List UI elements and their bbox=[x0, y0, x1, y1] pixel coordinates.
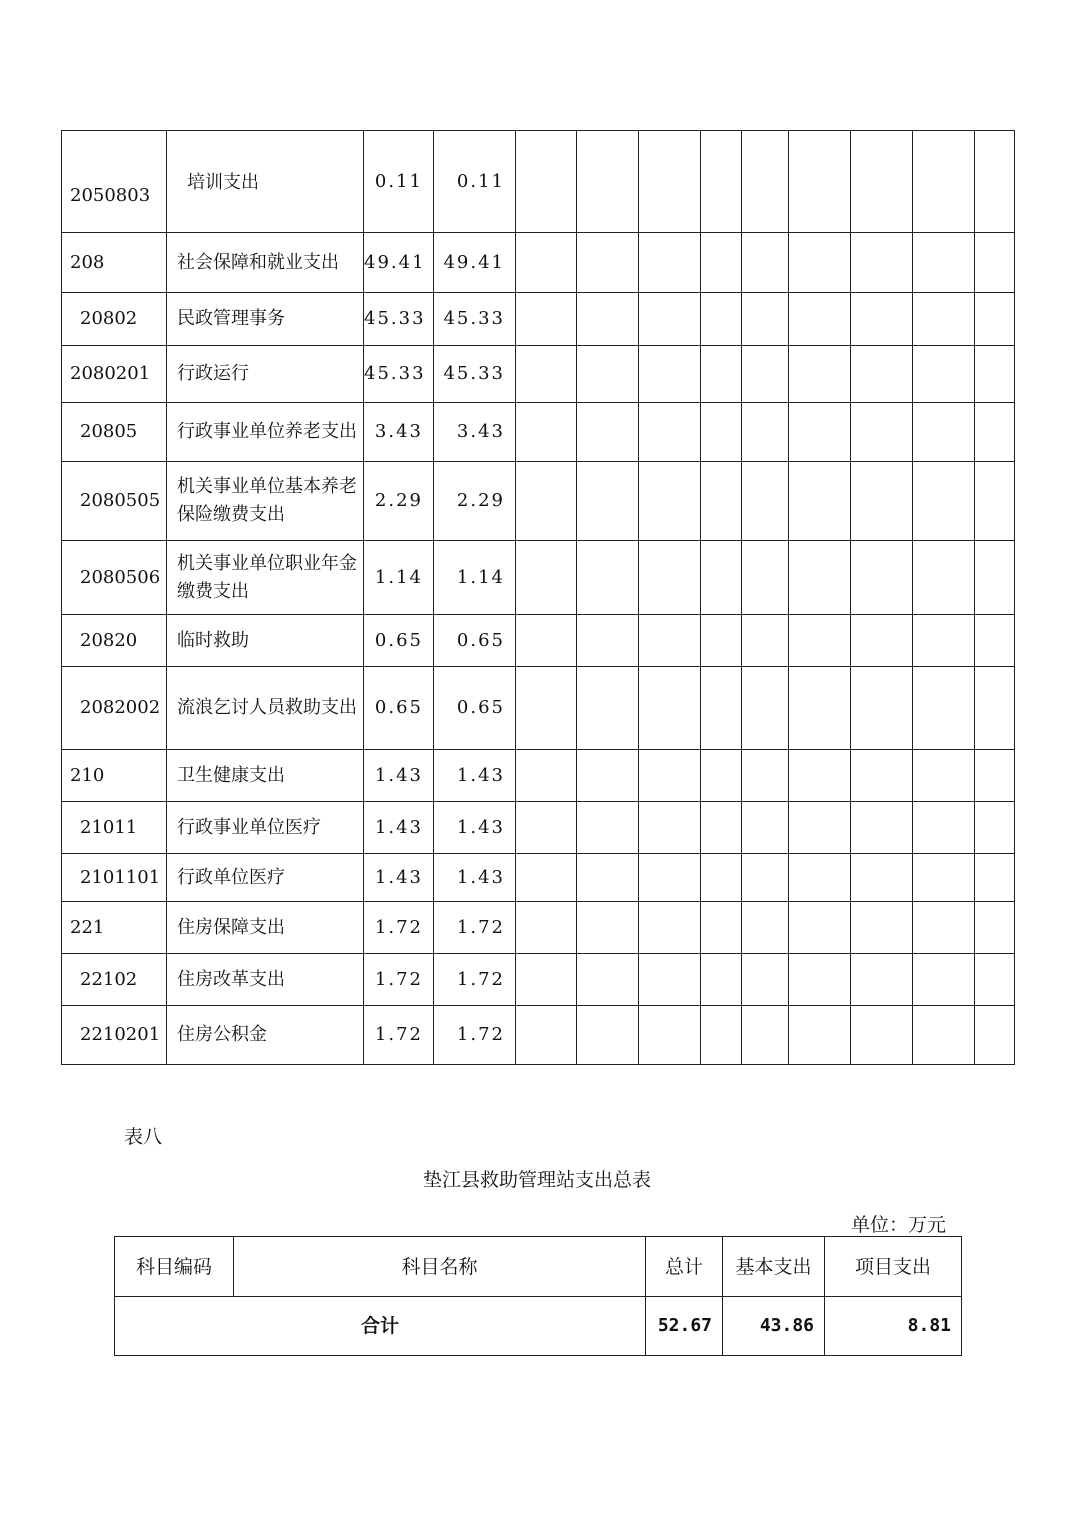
basic-cell: 45.33 bbox=[434, 346, 516, 403]
total-cell: 1.43 bbox=[364, 854, 434, 902]
subject-code-cell: 210 bbox=[62, 750, 167, 802]
table-row bbox=[62, 131, 1015, 233]
subject-code-cell: 2080201 bbox=[62, 346, 167, 403]
table-row bbox=[62, 750, 1015, 802]
basic-cell: 0.65 bbox=[434, 667, 516, 750]
table-row bbox=[62, 293, 1015, 346]
subject-name-cell: 行政运行 bbox=[167, 346, 364, 403]
total-row bbox=[115, 1297, 962, 1356]
table-row bbox=[62, 902, 1015, 954]
basic-cell: 2.29 bbox=[434, 462, 516, 541]
header-basic-expenditure: 基本支出 bbox=[723, 1237, 825, 1297]
unit-label: 单位：万元 bbox=[851, 1214, 947, 1236]
basic-cell: 1.43 bbox=[434, 802, 516, 854]
subject-code-cell: 22102 bbox=[62, 954, 167, 1006]
header-total: 总计 bbox=[646, 1237, 723, 1297]
header-row bbox=[115, 1237, 962, 1297]
total-cell: 1.43 bbox=[364, 750, 434, 802]
expenditure-detail-table bbox=[61, 130, 1015, 1065]
header-subject-code: 科目编码 bbox=[115, 1237, 234, 1297]
subject-name-cell: 机关事业单位基本养老保险缴费支出 bbox=[167, 462, 364, 541]
basic-cell: 0.65 bbox=[434, 615, 516, 667]
total-cell: 2.29 bbox=[364, 462, 434, 541]
basic-cell: 49.41 bbox=[434, 233, 516, 293]
basic-cell: 45.33 bbox=[434, 293, 516, 346]
basic-cell: 0.11 bbox=[434, 131, 516, 233]
table-row bbox=[62, 1006, 1015, 1065]
subject-code-cell: 20820 bbox=[62, 615, 167, 667]
total-cell: 1.43 bbox=[364, 802, 434, 854]
subject-code-cell: 2080505 bbox=[62, 462, 167, 541]
total-cell: 45.33 bbox=[364, 346, 434, 403]
subject-code-cell: 21011 bbox=[62, 802, 167, 854]
total-value: 52.67 bbox=[646, 1297, 723, 1356]
subject-code-cell: 2082002 bbox=[62, 667, 167, 750]
total-cell: 1.72 bbox=[364, 954, 434, 1006]
table-row bbox=[62, 233, 1015, 293]
total-cell: 0.65 bbox=[364, 667, 434, 750]
basic-value: 43.86 bbox=[723, 1297, 825, 1356]
table-row bbox=[62, 462, 1015, 541]
basic-cell: 1.43 bbox=[434, 854, 516, 902]
table-row bbox=[62, 954, 1015, 1006]
subject-code-cell: 208 bbox=[62, 233, 167, 293]
total-label: 合计 bbox=[115, 1297, 646, 1356]
table-title: 垫江县救助管理站支出总表 bbox=[422, 1169, 651, 1191]
basic-cell: 1.72 bbox=[434, 902, 516, 954]
subject-name-cell: 社会保障和就业支出 bbox=[167, 233, 364, 293]
subject-name-cell: 卫生健康支出 bbox=[167, 750, 364, 802]
subject-name-cell: 培训支出 bbox=[167, 131, 364, 233]
total-cell: 0.65 bbox=[364, 615, 434, 667]
header-project-expenditure: 项目支出 bbox=[825, 1237, 962, 1297]
subject-code-cell: 2050803 bbox=[62, 131, 167, 233]
total-cell: 1.72 bbox=[364, 902, 434, 954]
table-row bbox=[62, 541, 1015, 615]
subject-name-cell: 行政事业单位养老支出 bbox=[167, 403, 364, 462]
basic-cell: 1.14 bbox=[434, 541, 516, 615]
header-subject-name: 科目名称 bbox=[234, 1237, 646, 1297]
project-value: 8.81 bbox=[825, 1297, 962, 1356]
table-row bbox=[62, 403, 1015, 462]
total-cell: 1.72 bbox=[364, 1006, 434, 1065]
table-row bbox=[62, 854, 1015, 902]
subject-code-cell: 2101101 bbox=[62, 854, 167, 902]
subject-code-cell: 2080506 bbox=[62, 541, 167, 615]
section-label: 表八 bbox=[124, 1126, 163, 1148]
subject-code-cell: 20805 bbox=[62, 403, 167, 462]
total-cell: 0.11 bbox=[364, 131, 434, 233]
basic-cell: 3.43 bbox=[434, 403, 516, 462]
expenditure-summary-table bbox=[114, 1236, 962, 1356]
table-row bbox=[62, 667, 1015, 750]
subject-name-cell: 住房改革支出 bbox=[167, 954, 364, 1006]
table-row bbox=[62, 802, 1015, 854]
subject-code-cell: 2210201 bbox=[62, 1006, 167, 1065]
basic-cell: 1.72 bbox=[434, 954, 516, 1006]
subject-name-cell: 行政单位医疗 bbox=[167, 854, 364, 902]
subject-name-cell: 机关事业单位职业年金缴费支出 bbox=[167, 541, 364, 615]
table-row bbox=[62, 615, 1015, 667]
basic-cell: 1.43 bbox=[434, 750, 516, 802]
subject-name-cell: 临时救助 bbox=[167, 615, 364, 667]
subject-code-cell: 221 bbox=[62, 902, 167, 954]
total-cell: 3.43 bbox=[364, 403, 434, 462]
subject-name-cell: 民政管理事务 bbox=[167, 293, 364, 346]
subject-name-cell: 住房公积金 bbox=[167, 1006, 364, 1065]
total-cell: 1.14 bbox=[364, 541, 434, 615]
subject-name-cell: 住房保障支出 bbox=[167, 902, 364, 954]
table-row bbox=[62, 346, 1015, 403]
subject-name-cell: 流浪乞讨人员救助支出 bbox=[167, 667, 364, 750]
total-cell: 49.41 bbox=[364, 233, 434, 293]
subject-code-cell: 20802 bbox=[62, 293, 167, 346]
subject-name-cell: 行政事业单位医疗 bbox=[167, 802, 364, 854]
total-cell: 45.33 bbox=[364, 293, 434, 346]
basic-cell: 1.72 bbox=[434, 1006, 516, 1065]
